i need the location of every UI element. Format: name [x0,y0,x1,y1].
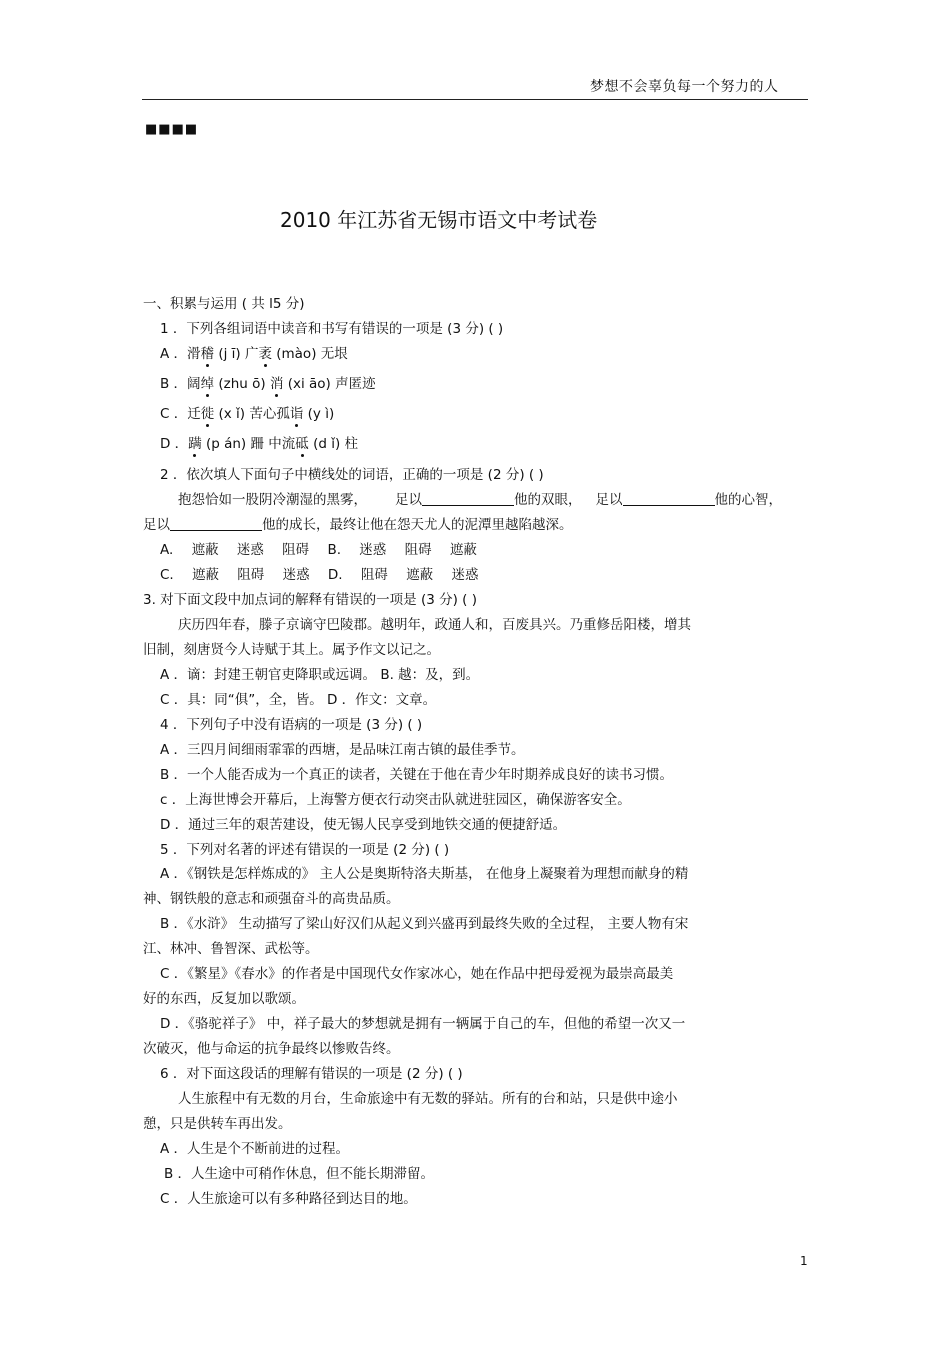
q5-option-d-line2: 次破灭，他与命运的抗争最终以惨败告终。 [143,1041,400,1057]
q2-passage-line1: 抱怨恰如一股阴冷潮湿的黑雾， 足以 他的双眼， 足以 他的心智， [178,492,782,508]
q1-option-d: D ．蹒 (p án) 跚 中流砥 (d ǐ) 柱 [160,436,359,452]
q5-option-c-line2: 好的东西，反复加以歌颂。 [143,991,305,1007]
q6-passage-line2: 憩，只是供转车再出发。 [143,1116,292,1132]
q3-stem: 3. 对下面文段中加点词的解释有错误的一项是 (3 分) ( ) [143,592,477,608]
q3-passage-line2: 旧制，刻唐贤今人诗赋于其上。属予作文以记之。 [143,642,440,658]
q5-option-a-line2: 神、钢铁般的意志和顽强奋斗的高贵品质。 [143,891,400,907]
header-rule [142,99,808,100]
fill-blank[interactable] [623,491,715,506]
header-motto: 梦想不会辜负每一个努力的人 [590,79,779,95]
dotted-char: 绰 [200,376,215,392]
q6-option-a: A ．人生是个不断前进的过程。 [160,1141,350,1157]
q4-option-a: A ．三四月间细雨霏霏的西塘，是品味江南古镇的最佳季节。 [160,742,525,758]
q6-option-c: C ．人生旅途可以有多种路径到达目的地。 [160,1191,417,1207]
dotted-char: 蹒 [188,436,202,452]
q5-option-d-line1: D ．《骆驼祥子》 中，祥子最大的梦想就是拥有一辆属于自己的车，但他的希望一次又一 [160,1016,686,1032]
q5-option-c-line1: C ．《繁星》《春水》的作者是中国现代女作家冰心，她在作品中把母爱视为最崇高最美 [160,966,674,982]
q2-stem: 2 ．依次填人下面句子中横线处的词语，正确的一项是 (2 分) ( ) [160,467,544,483]
q6-option-b: B ．人生途中可稍作休息，但不能长期滞留。 [164,1166,435,1182]
fill-blank[interactable] [422,491,514,506]
q1-option-c: C ．迁徙 (x ǐ) 苦心孤诣 (y ì) [160,406,335,422]
q3-passage-line1: 庆历四年春，滕子京谪守巴陵郡。越明年，政通人和，百废具兴。乃重修岳阳楼，增其 [178,617,691,633]
q4-option-b: B ．一个人能否成为一个真正的读者，关键在于他在青少年时期养成良好的读书习惯。 [160,767,674,783]
q1-option-b: B ．阔绰 (zhu ō) 消 (xi āo) 声匿迹 [160,376,376,392]
q5-option-b-line1: B ．《水浒》 生动描写了梁山好汉们从起义到兴盛再到最终失败的全过程， 主要人物有宋 [160,916,689,932]
q6-stem: 6 ．对下面这段话的理解有错误的一项是 (2 分) ( ) [160,1066,463,1082]
dotted-char: 稽 [200,346,215,362]
q5-option-a-line1: A ．《钢铁是怎样炼成的》 主人公是奥斯特洛夫斯基， 在他身上凝聚着为理想而献身的精 [160,866,689,882]
dotted-char: 砥 [295,436,309,452]
q5-option-b-line2: 江、林冲、鲁智深、武松等。 [143,941,319,957]
q6-passage-line1: 人生旅程中有无数的月台，生命旅途中有无数的驿站。所有的台和站，只是供中途小 [178,1091,678,1107]
page-number: 1 [800,1254,808,1268]
dotted-char: 诣 [289,406,304,422]
q4-option-d: D ．通过三年的艰苦建设，使无锡人民享受到地铁交通的便捷舒适。 [160,817,567,833]
q1-stem: 1 ．下列各组词语中读音和书写有错误的一项是 (3 分) ( ) [160,321,504,337]
q2-options-cd: C. 遮蔽 阻碍 迷惑 D. 阻碍 遮蔽 迷惑 [160,567,479,583]
q2-passage-line2: 足以 他的成长，最终让他在怨天尤人的泥潭里越陷越深。 [143,517,573,533]
q2-options-ab: A. 遮蔽 迷惑 阻碍 B. 迷惑 阻碍 遮蔽 [160,542,477,558]
header-marks: ■■■■ [145,122,199,137]
q4-stem: 4 ．下列句子中没有语病的一项是 (3 分) ( ) [160,717,423,733]
q5-stem: 5 ．下列对名著的评述有错误的一项是 (2 分) ( ) [160,842,450,858]
dotted-char: 消 [269,376,284,392]
dotted-char: 袤 [258,346,272,362]
section-heading: 一、积累与运用 ( 共 l5 分) [143,296,305,312]
fill-blank[interactable] [170,516,262,531]
page-title: 2010 年江苏省无锡市语文中考试卷 [280,208,598,232]
q1-option-a: A ．滑稽 (j ī) 广袤 (mào) 无垠 [160,346,348,362]
q3-options-cd: C ．具：同“俱”，全，皆。 D ．作文：文章。 [160,692,437,708]
q3-options-ab: A ．谪：封建王朝官吏降职或远调。 B. 越：及，到。 [160,667,480,683]
dotted-char: 徙 [200,406,215,422]
q4-option-c: c ．上海世博会开幕后，上海警方便衣行动突击队就进驻园区，确保游客安全。 [160,792,631,808]
